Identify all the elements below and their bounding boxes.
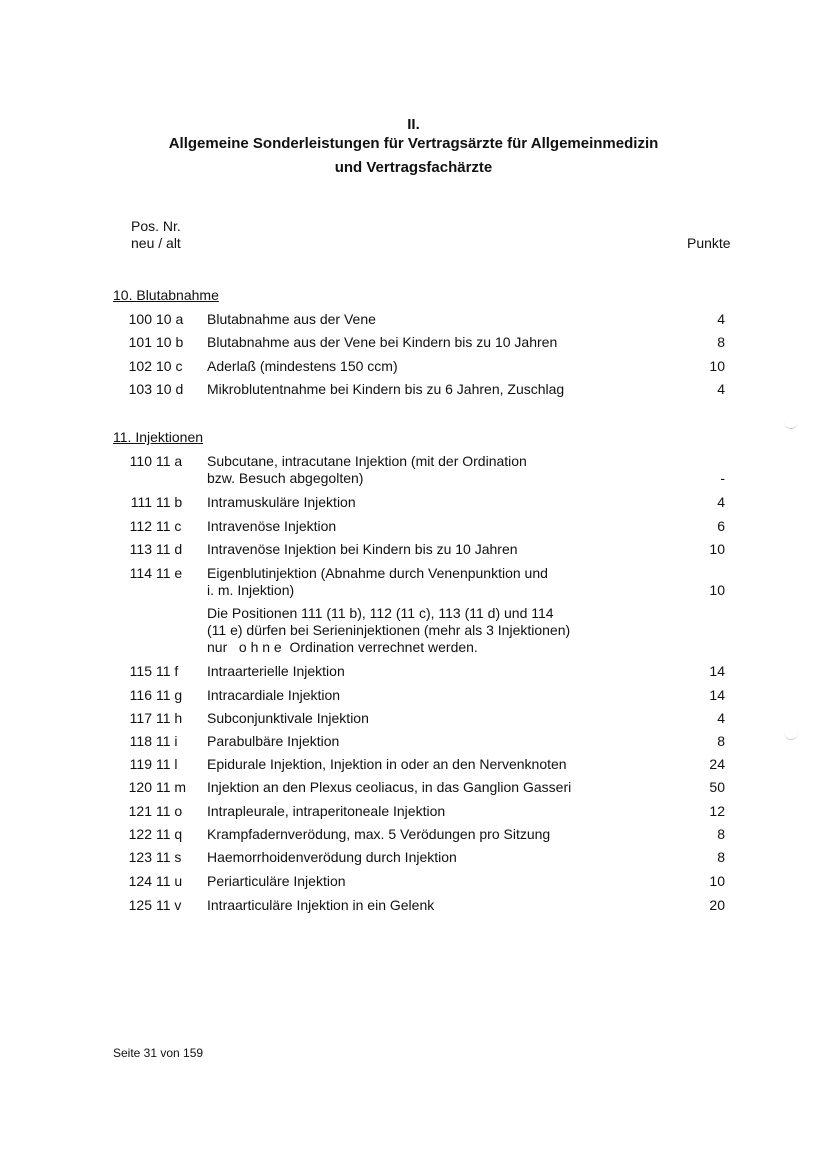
points: 12 [709, 803, 725, 819]
pos-alt: 11 i [156, 733, 178, 749]
page-title: Allgemeine Sonderleistungen für Vertragsärzte für Allgemeinmedizin [168, 135, 659, 152]
pos-neu: 101 [128, 334, 152, 350]
points: 8 [717, 849, 725, 865]
points: 14 [709, 687, 725, 703]
service-description-line2: bzw. Besuch abgegolten) [207, 470, 364, 486]
note-line: nur o h n e Ordination verrechnet werden. [207, 639, 478, 655]
pos-neu: 113 [129, 541, 152, 557]
punkte-header: Punkte [687, 235, 731, 251]
points: 10 [709, 582, 725, 598]
service-description-line1: Eigenblutinjektion (Abnahme durch Venenpunktion und [207, 565, 548, 581]
pos-neu: 121 [128, 803, 152, 819]
service-description: Intraarticuläre Injektion in ein Gelenk [207, 897, 435, 913]
points: 10 [709, 541, 725, 557]
pos-alt: 11 s [156, 849, 182, 865]
pos-neu: 122 [128, 826, 152, 842]
service-description-line2: i. m. Injektion) [207, 582, 295, 598]
service-description-line1: Subcutane, intracutane Injektion (mit der Ordination [207, 453, 527, 469]
section-heading-blutabnahme: 10. Blutabnahme [113, 287, 219, 303]
service-description: Aderlaß (mindestens 150 ccm) [207, 358, 398, 374]
pos-neu: 123 [128, 849, 152, 865]
pos-neu: 116 [129, 687, 152, 703]
points: 4 [717, 311, 725, 327]
neu-alt-header: neu / alt [131, 235, 181, 251]
pos-nr-header: Pos. Nr. [131, 218, 181, 234]
pos-alt: 11 h [156, 710, 183, 726]
pos-neu: 110 [129, 453, 152, 469]
section-roman-numeral: II. [407, 116, 420, 133]
points: 10 [709, 873, 725, 889]
points: 4 [717, 494, 725, 510]
pos-neu: 118 [129, 733, 152, 749]
pos-neu: 119 [129, 756, 152, 772]
pos-neu: 117 [129, 710, 152, 726]
pos-neu: 120 [128, 779, 152, 795]
service-description: Injektion an den Plexus ceoliacus, in das Ganglion Gasseri [207, 779, 572, 795]
service-description: Blutabnahme aus der Vene [207, 311, 376, 327]
pos-neu: 100 [128, 311, 152, 327]
pos-alt: 11 d [156, 541, 183, 557]
pos-alt: 11 m [156, 779, 187, 795]
pos-alt: 10 d [156, 381, 184, 397]
pos-neu: 112 [129, 518, 152, 534]
note-line: (11 e) dürfen bei Serieninjektionen (mehr als 3 Injektionen) [207, 622, 571, 638]
section-heading-injektionen: 11. Injektionen [113, 429, 204, 445]
points: 24 [709, 756, 725, 772]
service-description: Parabulbäre Injektion [207, 733, 340, 749]
page-number-footer: Seite 31 von 159 [113, 1046, 204, 1060]
service-description: Intracardiale Injektion [207, 687, 341, 703]
note-line: Die Positionen 111 (11 b), 112 (11 c), 113 (11 d) und 114 [207, 605, 554, 621]
service-description: Mikroblutentnahme bei Kindern bis zu 6 Jahren, Zuschlag [207, 381, 565, 397]
pos-neu: 114 [129, 565, 152, 581]
points: 20 [709, 897, 725, 913]
points: 4 [717, 381, 725, 397]
service-description: Haemorrhoidenverödung durch Injektion [207, 849, 457, 865]
pos-neu: 125 [128, 897, 152, 913]
pos-neu: 102 [128, 358, 152, 374]
pos-alt: 10 a [156, 311, 184, 327]
service-description: Intravenöse Injektion [207, 518, 337, 534]
pos-alt: 11 o [156, 803, 183, 819]
pos-alt: 11 v [156, 897, 182, 913]
pos-alt: 11 u [156, 873, 183, 889]
pos-alt: 11 f [156, 663, 179, 679]
points: 6 [717, 518, 725, 534]
service-description: Periarticuläre Injektion [207, 873, 346, 889]
pos-alt: 11 l [156, 756, 178, 772]
series-injection-note [207, 605, 677, 656]
points: 8 [717, 733, 725, 749]
pos-neu: 111 [130, 494, 152, 510]
pos-alt: 11 q [156, 826, 183, 842]
pos-alt: 11 a [156, 453, 183, 469]
service-description: Krampfadernverödung, max. 5 Verödungen pro Sitzung [207, 826, 551, 842]
points: 8 [717, 826, 725, 842]
scan-mark [784, 422, 798, 429]
points: 50 [709, 779, 725, 795]
service-description: Intraarterielle Injektion [207, 663, 345, 679]
service-description: Epidurale Injektion, Injektion in oder an den Nervenknoten [207, 756, 567, 772]
pos-neu: 103 [128, 381, 152, 397]
pos-alt: 11 c [156, 518, 182, 534]
points: - [720, 470, 725, 486]
points: 8 [717, 334, 725, 350]
scan-mark [784, 733, 798, 740]
pos-alt: 11 e [156, 565, 183, 581]
service-description: Intrapleurale, intraperitoneale Injektion [207, 803, 446, 819]
page-subtitle: und Vertragsfachärzte [334, 159, 493, 176]
pos-alt: 10 c [156, 358, 183, 374]
points: 14 [709, 663, 725, 679]
pos-alt: 10 b [156, 334, 184, 350]
service-description: Intramuskuläre Injektion [207, 494, 356, 510]
pos-alt: 11 b [156, 494, 183, 510]
service-description: Blutabnahme aus der Vene bei Kindern bis zu 10 Jahren [207, 334, 558, 350]
pos-neu: 124 [128, 873, 152, 889]
service-description: Intravenöse Injektion bei Kindern bis zu 10 Jahren [207, 541, 518, 557]
points: 4 [717, 710, 725, 726]
pos-neu: 115 [129, 663, 152, 679]
service-description: Subconjunktivale Injektion [207, 710, 369, 726]
pos-alt: 11 g [156, 687, 183, 703]
points: 10 [709, 358, 725, 374]
